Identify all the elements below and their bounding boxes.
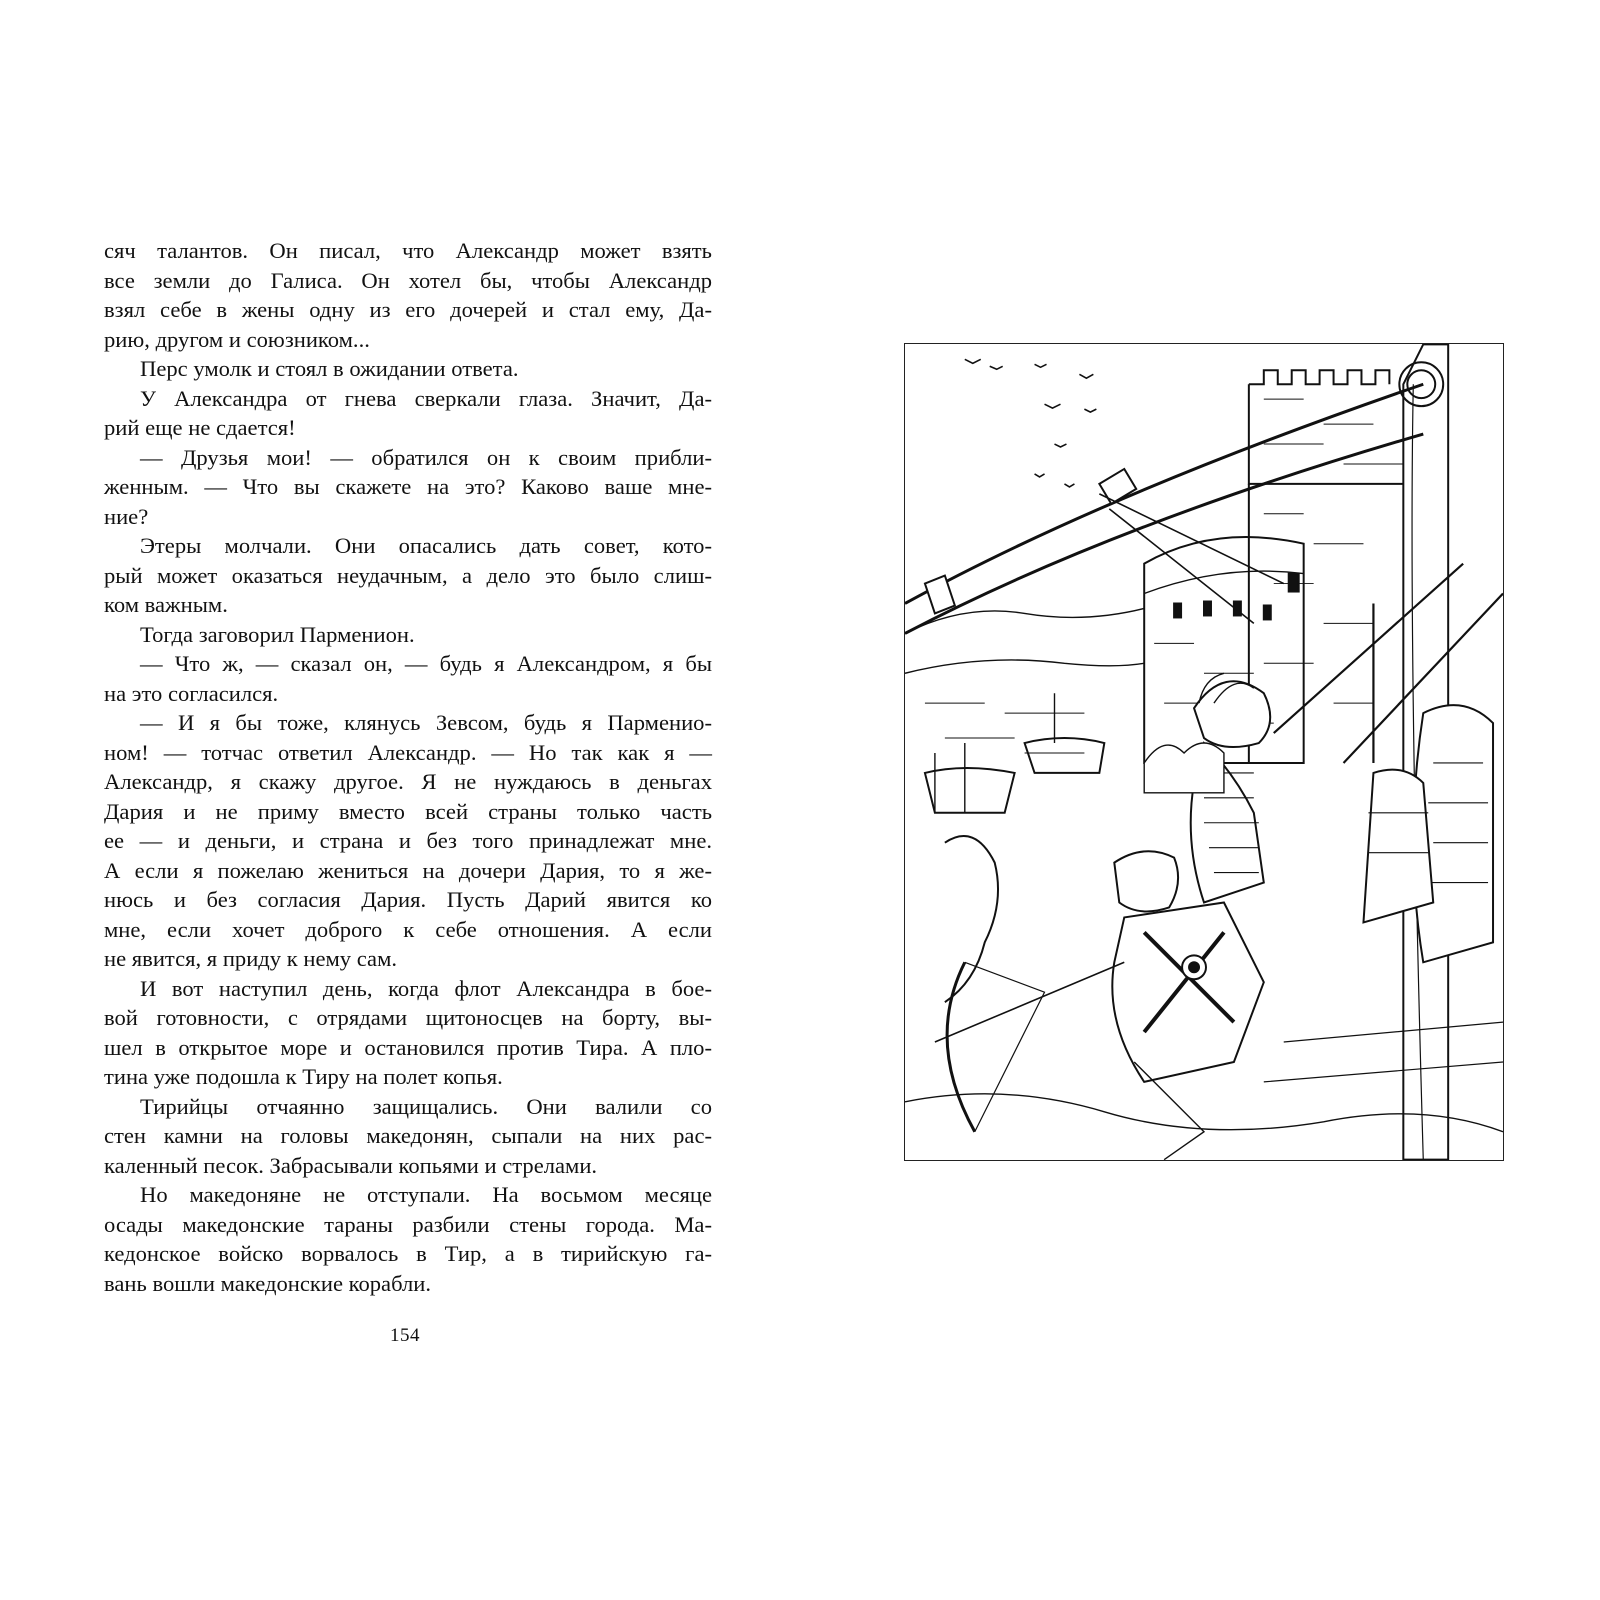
castle-tower	[1249, 370, 1423, 763]
text-column	[104, 236, 712, 1298]
text-line: нюсь и без согласия Дария. Пусть Дарий явится ко	[104, 887, 712, 912]
text-line: ком важным.	[104, 592, 228, 617]
text-line: шел в открытое море и остановился против Тира. А пло-	[104, 1034, 712, 1060]
landscape	[905, 608, 1144, 753]
text-line: Тогда заговорил Парменион.	[140, 621, 415, 647]
text-line: ние?	[104, 503, 149, 529]
text-line: стен камни на головы македонян, сыпали на них рас-	[104, 1123, 712, 1148]
text-line: ее — и деньги, и страна и без того принадлежат мне.	[104, 828, 712, 853]
text-line: Этеры молчали. Они опасались дать совет, кото-	[140, 533, 712, 558]
page-number: 154	[390, 1325, 420, 1346]
text-line: И вот наступил день, когда флот Александра в бое-	[140, 975, 712, 1001]
text-line: У Александра от гнева сверкали глаза. Значит, Да-	[140, 385, 712, 411]
text-line: все земли до Галиса. Он хотел бы, чтобы Александр	[104, 267, 712, 293]
text-line: Тирийцы отчаянно защищались. Они валили со	[140, 1093, 712, 1119]
text-line: рию, другом и союзником...	[104, 326, 370, 352]
text-line: рый может оказаться неудачным, а дело это было слиш-	[104, 562, 712, 588]
text-line: кедонское войско ворвалось в Тир, а в тирийскую га-	[104, 1241, 712, 1266]
text-line: — И я бы тоже, клянусь Зевсом, будь я Парменио-	[140, 710, 712, 735]
text-line: вой готовности, с отрядами щитоносцев на борту, вы-	[104, 1005, 712, 1030]
birds	[965, 359, 1097, 487]
text-line: тина уже подошла к Тиру на полет копья.	[104, 1064, 503, 1089]
ships	[925, 693, 1104, 1002]
text-line: женным. — Что вы скажете на это? Каково ваше мне-	[104, 474, 712, 499]
text-line: рий еще не сдается!	[104, 415, 296, 440]
text-line: Перс умолк и стоял в ожидании ответа.	[140, 356, 519, 381]
text-line: на это согласился.	[104, 680, 279, 706]
text-line: каленный песок. Забрасывали копьями и стрелами.	[104, 1152, 598, 1178]
text-line: А если я пожелаю жениться на дочери Дария, то я же-	[104, 857, 712, 883]
text-line: взял себе в жены одну из его дочерей и стал ему, Да-	[104, 297, 712, 322]
text-line: Но македоняне не отступали. На восьмом месяце	[140, 1182, 712, 1207]
text-line: Дария и не приму вместо всей страны только часть	[104, 798, 712, 824]
text-line: — Друзья мои! — обратился он к своим прибли-	[140, 444, 712, 470]
text-line: — Что ж, — сказал он, — будь я Александром, я бы	[140, 651, 712, 676]
battle-illustration	[904, 343, 1504, 1161]
text-line: сяч талантов. Он писал, что Александр может взять	[104, 238, 712, 263]
text-line: мне, если хочет доброго к себе отношения. А если	[104, 916, 712, 942]
text-line: вань вошли македонские корабли.	[104, 1270, 432, 1296]
text-line: Александр, я скажу другое. Я не нуждаюсь в деньгах	[104, 769, 712, 794]
text-line: осады македонские тараны разбили стены города. Ма-	[104, 1211, 712, 1237]
text-line: не явится, я приду к нему сам.	[104, 946, 398, 971]
siege-of-tyre-drawing	[905, 344, 1503, 1160]
text-line: ном! — тотчас ответил Александр. — Но так как я —	[104, 739, 712, 765]
